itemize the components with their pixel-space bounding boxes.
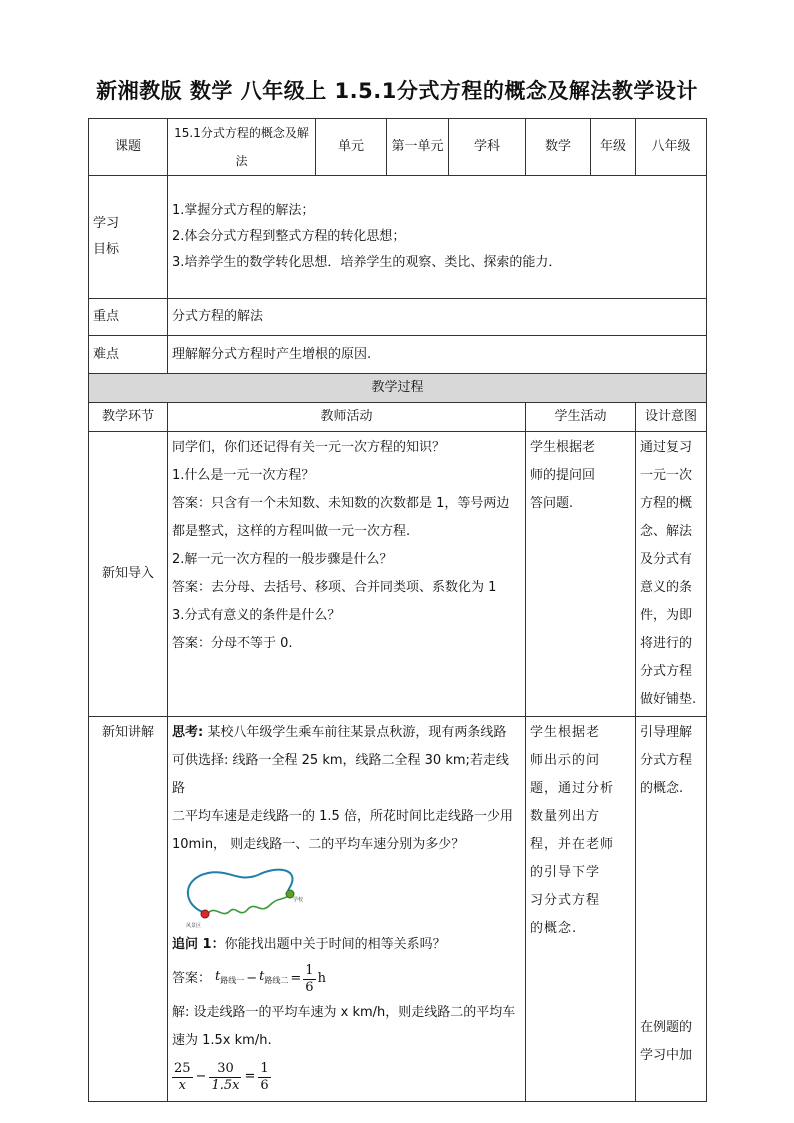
s2-intent-line: 引导理解 — [640, 725, 693, 740]
eq-frac-2 — [209, 1061, 241, 1094]
s1-teacher-line: 都是整式，这样的方程叫做一元一次方程. — [172, 524, 411, 539]
unit-value: 第一单元 — [387, 119, 449, 176]
goal-item-2: 2.体会分式方程到整式方程的转化思想； — [172, 229, 406, 244]
think-label: 思考: — [172, 725, 204, 740]
unit-label: 单元 — [316, 119, 387, 176]
followup-label: 追问 1： — [172, 937, 225, 952]
section1-name: 新知导入 — [89, 432, 168, 717]
s1-teacher-line: 同学们，你们还记得有关一元一次方程的知识？ — [172, 440, 446, 455]
s1-intent-line: 方程的概 — [640, 496, 693, 511]
s2-intent-line: 学习中加 — [640, 1048, 693, 1063]
minus-sign: − — [246, 971, 258, 986]
s1-intent-line: 分式方程 — [640, 664, 693, 679]
col-header-student: 学生活动 — [526, 403, 636, 432]
s1-intent-line: 件，为即 — [640, 608, 693, 623]
think-text-1: 某校八年级学生乘车前往某景点秋游，现有两条线路 — [203, 725, 507, 740]
section1-row — [89, 432, 707, 717]
s2-think-line: 10min， 则走线路一、二的平均车速分别为多少？ — [172, 837, 465, 852]
eq-frac-2-num: 30 — [209, 1061, 241, 1078]
key-point-value: 分式方程的解法 — [168, 299, 707, 336]
scenic-dot — [201, 910, 209, 918]
s1-teacher-line: 3.分式有意义的条件是什么？ — [172, 608, 341, 623]
t2-sub: 路线二 — [264, 976, 289, 985]
topic-label: 课题 — [89, 119, 168, 176]
followup-line — [172, 931, 521, 959]
key-point-row — [89, 299, 707, 336]
s1-student-line: 学生根据老 — [530, 440, 596, 455]
answer-line — [172, 959, 521, 999]
s2-intent-line: 在例题的 — [640, 1020, 693, 1035]
subject-label: 学科 — [449, 119, 526, 176]
s2-student-line: 程，并在老师 — [530, 837, 615, 852]
solution-line-1: 解: 设走线路一的平均车速为 x km/h，则走线路二的平均车 — [172, 1005, 516, 1020]
goals-label — [89, 176, 168, 299]
s2-think-line: 可供选择: 线路一全程 25 km，线路二全程 30 km;若走线路 — [172, 753, 509, 796]
answer-label: 答案： — [172, 971, 212, 986]
section2-row — [89, 717, 707, 1102]
s1-intent-line: 通过复习 — [640, 440, 693, 455]
goals-label-line1: 学习 — [93, 216, 120, 231]
equation-line — [172, 1055, 521, 1099]
s2-student-line: 学生根据老 — [530, 725, 601, 740]
t2: $t_{路线二}$ — [259, 969, 289, 985]
s2-student-line: 的概念. — [530, 921, 578, 936]
goals-row — [89, 176, 707, 299]
s1-student-line: 师的提问回 — [530, 468, 596, 483]
s1-intent-line: 意义的条 — [640, 580, 693, 595]
s2-student-line: 习分式方程 — [530, 893, 601, 908]
s2-intent-line: 的概念. — [640, 781, 684, 796]
s1-teacher-line: 2.解一元一次方程的一般步骤是什么？ — [172, 552, 393, 567]
s2-student-line: 题，通过分析 — [530, 781, 615, 796]
s1-teacher-line: 答案：只含有一个未知数、未知数的次数都是 1，等号两边 — [172, 496, 510, 511]
difficulty-row — [89, 336, 707, 374]
column-header-row — [89, 403, 707, 432]
section2-student — [526, 717, 636, 1102]
col-header-stage: 教学环节 — [89, 403, 168, 432]
s1-intent-line: 及分式有 — [640, 552, 693, 567]
eq-frac-1 — [172, 1061, 193, 1094]
topic-value: 15.1分式方程的概念及解法 — [168, 119, 316, 176]
s1-teacher-line: 1.什么是一元一次方程？ — [172, 468, 315, 483]
s2-student-line: 数量列出方 — [530, 809, 601, 824]
col-header-intent: 设计意图 — [636, 403, 707, 432]
s1-teacher-line: 答案：分母不等于 0. — [172, 636, 293, 651]
grade-value: 八年级 — [636, 119, 707, 176]
difficulty-label: 难点 — [89, 336, 168, 374]
t1-sub: 路线一 — [220, 976, 245, 985]
section1-student — [526, 432, 636, 717]
s2-student-line: 师出示的问 — [530, 753, 601, 768]
page-title: 新湘教版 数学 八年级上 1.5.1分式方程的概念及解法教学设计 — [96, 79, 698, 103]
scenic-label: 风景区 — [186, 923, 202, 929]
eq-frac-1-num: 25 — [174, 1060, 191, 1076]
eq-frac-3 — [258, 1061, 270, 1094]
section2-teacher — [168, 717, 526, 1102]
section2-intent — [636, 717, 707, 1102]
t1: $t_{路线一}$ — [215, 969, 245, 985]
difficulty-value: 理解解分式方程时产生增根的原因. — [168, 336, 707, 374]
answer-equation — [215, 963, 326, 996]
school-label: 学校 — [293, 897, 304, 903]
s1-intent-line: 将进行的 — [640, 636, 693, 651]
s2-student-line: 的引导下学 — [530, 865, 601, 880]
goals-list — [168, 176, 707, 299]
equals-sign: = — [290, 971, 302, 986]
solution-line-2: 速为 1.5x km/h. — [172, 1033, 272, 1048]
goals-label-line2: 目标 — [93, 242, 120, 257]
section1-teacher — [168, 432, 526, 717]
s2-think-line — [172, 719, 521, 747]
route-line-1 — [188, 870, 293, 913]
eq-frac-3-den: 6 — [260, 1077, 269, 1093]
goal-item-1: 1.掌握分式方程的解法； — [172, 203, 315, 218]
answer-fraction — [303, 963, 315, 996]
followup-text: 你能找出题中关于时间的相等关系吗？ — [224, 937, 446, 952]
eq-frac-1-den: x — [178, 1077, 186, 1093]
answer-unit: h — [317, 971, 326, 986]
eq-minus: − — [195, 1069, 207, 1084]
answer-frac-den: 6 — [305, 979, 314, 995]
s1-intent-line: 一元一次 — [640, 468, 693, 483]
route-map — [172, 859, 521, 931]
route-line-2 — [208, 895, 290, 914]
col-header-teacher: 教师活动 — [168, 403, 526, 432]
goal-item-3: 3.培养学生的数学转化思想．培养学生的观察、类比、探索的能力． — [172, 255, 562, 270]
eq-frac-2-den: 1.5x — [211, 1077, 240, 1093]
s2-think-line: 二平均车速是走线路一的 1.5 倍，所花时间比走线路一少用 — [172, 809, 513, 824]
answer-frac-num: 1 — [305, 962, 314, 978]
process-header: 教学过程 — [89, 374, 707, 403]
grade-label: 年级 — [591, 119, 636, 176]
s1-teacher-line: 答案：去分母、去括号、移项、合并同类项、系数化为 1 — [172, 580, 497, 595]
s1-student-line: 答问题. — [530, 496, 574, 511]
header-row — [89, 119, 707, 176]
subject-value: 数学 — [526, 119, 591, 176]
s1-intent-line: 做好铺垫. — [640, 692, 697, 707]
process-header-row — [89, 374, 707, 403]
eq-equals: = — [244, 1069, 256, 1084]
s2-intent-line: 分式方程 — [640, 753, 693, 768]
s2-intent-bottom — [640, 1014, 692, 1070]
section1-intent — [636, 432, 707, 717]
eq-frac-3-num: 1 — [260, 1060, 269, 1076]
section2-name: 新知讲解 — [89, 717, 168, 1102]
key-point-label: 重点 — [89, 299, 168, 336]
lesson-plan-table — [88, 118, 707, 1102]
s1-intent-line: 念、解法 — [640, 524, 693, 539]
route-map-svg — [178, 861, 308, 931]
